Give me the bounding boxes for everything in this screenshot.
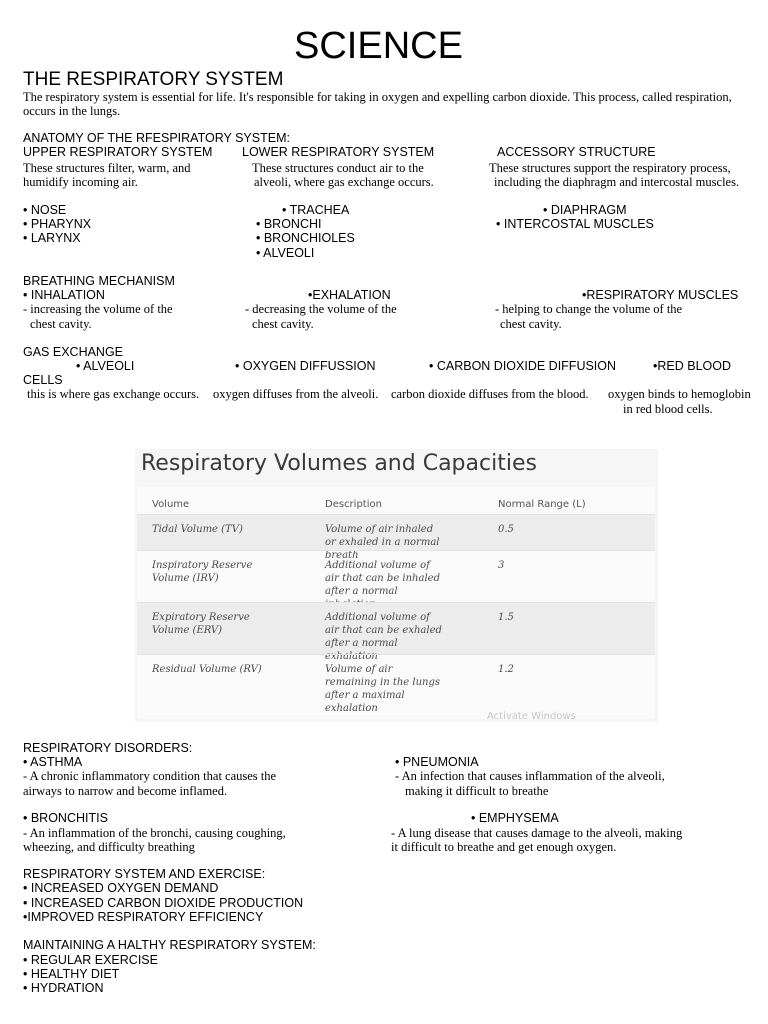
accessory-title: ACCESSORY STRUCTURE xyxy=(497,145,656,159)
bronchitis-desc-1: - An inflammation of the bronchi, causing coughing, xyxy=(23,826,286,840)
gas-heading: GAS EXCHANGE xyxy=(23,345,124,359)
asthma-desc-2: airways to narrow and become inflamed. xyxy=(23,784,228,798)
bronchitis-desc-2: wheezing, and difficulty breathing xyxy=(23,840,195,854)
table-title: Respiratory Volumes and Capacities xyxy=(141,451,537,476)
lower-desc-2: alveoli, where gas exchange occurs. xyxy=(254,175,434,189)
asthma-desc-1: - A chronic inflammatory condition that causes the xyxy=(23,769,277,783)
description-cell: Volume of air inhaled or exhaled in a normal breath xyxy=(325,524,440,561)
lower-title: LOWER RESPIRATORY SYSTEM xyxy=(242,145,435,159)
exercise-item: •IMPROVED RESPIRATORY EFFICIENCY xyxy=(23,910,264,924)
asthma-label: • ASTHMA xyxy=(23,755,83,769)
gas-bullet: • OXYGEN DIFFUSSION xyxy=(235,359,376,373)
accessory-item: • INTERCOSTAL MUSCLES xyxy=(496,217,654,231)
emphysema-label: • EMPHYSEMA xyxy=(471,811,559,825)
muscles-desc-1: - helping to change the volume of the xyxy=(495,302,683,316)
gas-bullet: •RED BLOOD xyxy=(653,359,732,373)
exercise-heading: RESPIRATORY SYSTEM AND EXERCISE: xyxy=(23,867,266,881)
section-heading: THE RESPIRATORY SYSTEM xyxy=(23,69,284,90)
upper-desc-1: These structures filter, warm, and xyxy=(23,161,191,175)
bronchitis-label: • BRONCHITIS xyxy=(23,811,108,825)
range-cell: 1.2 xyxy=(498,664,514,675)
volume-cell: Tidal Volume (TV) xyxy=(152,524,243,535)
upper-item: • PHARYNX xyxy=(23,217,92,231)
disorders-heading: RESPIRATORY DISORDERS: xyxy=(23,741,193,755)
muscles-desc-2: chest cavity. xyxy=(500,317,562,331)
breathing-heading: BREATHING MECHANISM xyxy=(23,274,175,288)
exhalation-label: •EXHALATION xyxy=(308,288,391,302)
exhalation-desc-2: chest cavity. xyxy=(252,317,314,331)
table-header: Volume xyxy=(152,499,190,510)
accessory-desc-1: These structures support the respiratory process, xyxy=(489,161,731,175)
gas-bullet: • CARBON DIOXIDE DIFFUSION xyxy=(429,359,617,373)
exercise-item: • INCREASED OXYGEN DEMAND xyxy=(23,881,219,895)
pneumonia-desc-2: making it difficult to breathe xyxy=(405,784,549,798)
pneumonia-desc-1: - An infection that causes inflammation of the alveoli, xyxy=(395,769,665,783)
description-cell: Additional volume of air that can be exhaled after a normal exhalation xyxy=(325,612,442,662)
anatomy-heading: ANATOMY OF THE RFESPIRATORY SYSTEM: xyxy=(23,131,290,145)
gas-desc: this is where gas exchange occurs. xyxy=(27,387,200,401)
healthy-item: • REGULAR EXERCISE xyxy=(23,953,158,967)
table-header: Normal Range (L) xyxy=(498,499,586,510)
gas-desc: oxygen binds to hemoglobin xyxy=(608,387,751,401)
gas-bullet-cont: CELLS xyxy=(23,373,63,387)
volume-cell: Inspiratory Reserve Volume (IRV) xyxy=(152,560,253,584)
lower-item: • BRONCHI xyxy=(256,217,322,231)
gas-desc: carbon dioxide diffuses from the blood. xyxy=(391,387,589,401)
volumes-table xyxy=(137,487,655,719)
volume-cell: Residual Volume (RV) xyxy=(152,664,262,675)
upper-item: • NOSE xyxy=(23,203,67,217)
upper-item: • LARYNX xyxy=(23,231,81,245)
gas-desc: oxygen diffuses from the alveoli. xyxy=(213,387,379,401)
healthy-heading: MAINTAINING A HALTHY RESPIRATORY SYSTEM: xyxy=(23,938,316,952)
inhalation-desc-2: chest cavity. xyxy=(30,317,92,331)
exhalation-desc-1: - decreasing the volume of the xyxy=(245,302,397,316)
healthy-item: • HEALTHY DIET xyxy=(23,967,120,981)
description-cell: Volume of air remaining in the lungs after a maximal exhalation xyxy=(325,664,440,714)
respiratory-volumes-table-image xyxy=(135,449,658,722)
table-row xyxy=(137,550,655,603)
description-cell: Additional volume of air that can be inhaled after a normal xyxy=(325,560,440,597)
emphysema-desc-2: it difficult to breathe and get enough oxygen. xyxy=(391,840,617,854)
table-header: Description xyxy=(325,499,382,510)
range-cell: 3 xyxy=(498,560,505,571)
gas-desc: in red blood cells. xyxy=(623,402,713,416)
page-title: SCIENCE xyxy=(294,25,463,67)
pneumonia-label: • PNEUMONIA xyxy=(395,755,479,769)
lower-item: • TRACHEA xyxy=(282,203,350,217)
upper-desc-2: humidify incoming air. xyxy=(23,175,138,189)
range-cell: 1.5 xyxy=(498,612,514,623)
intro-line-1: The respiratory system is essential for life. It's responsible for taking in oxygen and expelling carbon dioxide. This process, called respiration, xyxy=(23,90,732,104)
volume-cell: Expiratory Reserve Volume (ERV) xyxy=(152,612,250,636)
lower-item: • ALVEOLI xyxy=(256,246,315,260)
table-row xyxy=(137,654,655,720)
exercise-item: • INCREASED CARBON DIOXIDE PRODUCTION xyxy=(23,896,304,910)
range-cell: 0.5 xyxy=(498,524,514,535)
gas-bullet: • ALVEOLI xyxy=(76,359,135,373)
healthy-item: • HYDRATION xyxy=(23,981,104,995)
inhalation-desc-1: - increasing the volume of the xyxy=(23,302,173,316)
accessory-desc-2: including the diaphragm and intercostal muscles. xyxy=(494,175,740,189)
emphysema-desc-1: - A lung disease that causes damage to the alveoli, making xyxy=(391,826,683,840)
table-row xyxy=(137,514,655,561)
muscles-label: •RESPIRATORY MUSCLES xyxy=(582,288,739,302)
lower-item: • BRONCHIOLES xyxy=(256,231,355,245)
accessory-item: • DIAPHRAGM xyxy=(543,203,627,217)
inhalation-label: • INHALATION xyxy=(23,288,105,302)
lower-desc-1: These structures conduct air to the xyxy=(252,161,424,175)
table-row xyxy=(137,602,655,662)
intro-line-2: occurs in the lungs. xyxy=(23,104,121,118)
upper-title: UPPER RESPIRATORY SYSTEM xyxy=(23,145,213,159)
activation-watermark: Activate Windows xyxy=(487,711,576,722)
